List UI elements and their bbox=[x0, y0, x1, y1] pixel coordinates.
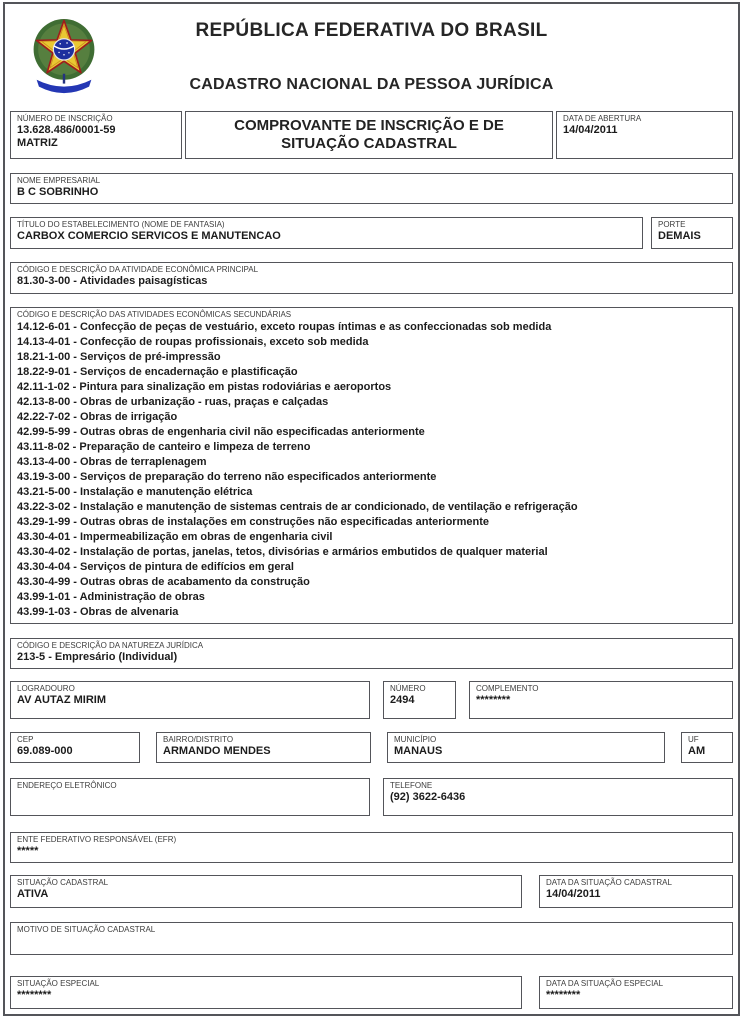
field-label: TELEFONE bbox=[390, 781, 433, 790]
brazil-coat-of-arms-icon bbox=[26, 14, 102, 100]
field-label: MOTIVO DE SITUAÇÃO CADASTRAL bbox=[17, 925, 156, 934]
field-label: SITUAÇÃO ESPECIAL bbox=[17, 979, 100, 988]
field-label: COMPLEMENTO bbox=[476, 684, 539, 693]
field-value bbox=[17, 935, 726, 948]
cnpj-title: CADASTRO NACIONAL DA PESSOA JURÍDICA bbox=[189, 76, 554, 93]
secondary-activity-line: 43.30-4-04 - Serviços de pintura de edifícios em geral bbox=[17, 561, 294, 573]
field-situacao-cadastral bbox=[10, 875, 522, 908]
field-value: ******** bbox=[17, 989, 52, 1001]
field-label: CÓDIGO E DESCRIÇÃO DA ATIVIDADE ECONÔMICA PRINCIPAL bbox=[17, 265, 259, 274]
field-numero bbox=[383, 681, 456, 719]
field-label: DATA DA SITUAÇÃO ESPECIAL bbox=[546, 979, 664, 988]
secondary-activity-line: 43.21-5-00 - Instalação e manutenção elétrica bbox=[17, 486, 253, 498]
field-value: ******** bbox=[476, 694, 511, 706]
row-atividades-secundarias bbox=[10, 307, 733, 624]
header-titles bbox=[10, 4, 733, 94]
secondary-activity-line: 14.13-4-01 - Confecção de roupas profissionais, exceto sob medida bbox=[17, 336, 369, 348]
secondary-activity-line: 43.22-3-02 - Instalação e manutenção de sistemas centrais de ar condicionado, de ventilação e refrigeração bbox=[17, 501, 578, 513]
field-label: CEP bbox=[17, 735, 34, 744]
field-label: SITUAÇÃO CADASTRAL bbox=[17, 878, 109, 887]
secondary-activity-line: 43.30-4-02 - Instalação de portas, janelas, tetos, divisórias e armários embutidos de qualquer material bbox=[17, 546, 548, 558]
secondary-activity-line: 42.13-8-00 - Obras de urbanização - ruas, praças e calçadas bbox=[17, 396, 329, 408]
row-endereco-1 bbox=[10, 681, 733, 719]
field-value bbox=[17, 791, 363, 804]
field-data-situacao-cadastral bbox=[539, 875, 733, 908]
field-nome-empresarial bbox=[10, 173, 733, 204]
secondary-activity-line: 43.99-1-01 - Administração de obras bbox=[17, 591, 205, 603]
field-cep bbox=[10, 732, 140, 763]
field-label: LOGRADOURO bbox=[17, 684, 75, 693]
field-label: UF bbox=[688, 735, 699, 744]
secondary-activity-line: 43.30-4-99 - Outras obras de acabamento da construção bbox=[17, 576, 310, 588]
field-value: AV AUTAZ MIRIM bbox=[17, 694, 107, 706]
field-value: AM bbox=[688, 745, 706, 757]
row-natureza-juridica bbox=[10, 638, 733, 669]
field-telefone bbox=[383, 778, 733, 816]
secondary-activity-line: 43.29-1-99 - Outras obras de instalações em construções não especificadas anteriormente bbox=[17, 516, 489, 528]
secondary-activity-line: 43.11-8-02 - Preparação de canteiro e limpeza de terreno bbox=[17, 441, 311, 453]
secondary-activity-line: 18.22-9-01 - Serviços de encadernação e plastificação bbox=[17, 366, 298, 378]
field-value: (92) 3622-6436 bbox=[390, 791, 466, 803]
field-label: NOME EMPRESARIAL bbox=[17, 176, 101, 185]
row-contato bbox=[10, 778, 733, 816]
matriz-flag: MATRIZ bbox=[17, 137, 58, 149]
field-value: 14/04/2011 bbox=[546, 888, 601, 900]
field-value: ***** bbox=[17, 845, 39, 857]
field-value: CARBOX COMERCIO SERVICOS E MANUTENCAO bbox=[17, 230, 281, 242]
row-situacao-especial bbox=[10, 976, 733, 1009]
field-label: ENDEREÇO ELETRÔNICO bbox=[17, 781, 117, 790]
row-motivo-situacao bbox=[10, 922, 733, 955]
field-label: DATA DE ABERTURA bbox=[563, 114, 642, 123]
secondary-activity-line: 42.22-7-02 - Obras de irrigação bbox=[17, 411, 178, 423]
field-value: 213-5 - Empresário (Individual) bbox=[17, 651, 178, 663]
field-data-situacao-especial bbox=[539, 976, 733, 1009]
row-atividade-principal bbox=[10, 262, 733, 294]
field-value: 81.30-3-00 - Atividades paisagísticas bbox=[17, 275, 208, 287]
cnpj-certificate-page bbox=[3, 2, 740, 1016]
field-label: NÚMERO DE INSCRIÇÃO bbox=[17, 114, 113, 123]
field-label: CÓDIGO E DESCRIÇÃO DAS ATIVIDADES ECONÔMICAS SECUNDÁRIAS bbox=[17, 310, 292, 319]
field-bairro-distrito bbox=[156, 732, 371, 763]
field-label: BAIRRO/DISTRITO bbox=[163, 735, 234, 744]
field-titulo-estabelecimento bbox=[10, 217, 643, 249]
row-situacao-cadastral bbox=[10, 875, 733, 908]
field-label: TÍTULO DO ESTABELECIMENTO (NOME DE FANTASIA) bbox=[17, 220, 225, 229]
field-label: PORTE bbox=[658, 220, 686, 229]
field-atividade-principal bbox=[10, 262, 733, 294]
row-efr bbox=[10, 832, 733, 863]
field-data-abertura bbox=[556, 111, 733, 159]
field-value: ******** bbox=[546, 989, 581, 1001]
secondary-activity-line: 42.99-5-99 - Outras obras de engenharia civil não especificadas anteriormente bbox=[17, 426, 425, 438]
secondary-activity-line: 42.11-1-02 - Pintura para sinalização em pistas rodoviárias e aeroportos bbox=[17, 381, 392, 393]
secondary-activity-line: 18.21-1-00 - Serviços de pré-impressão bbox=[17, 351, 221, 363]
field-label: ENTE FEDERATIVO RESPONSÁVEL (EFR) bbox=[17, 835, 177, 844]
field-natureza-juridica bbox=[10, 638, 733, 669]
field-value: MANAUS bbox=[394, 745, 443, 757]
field-label: DATA DA SITUAÇÃO CADASTRAL bbox=[546, 878, 672, 887]
field-uf bbox=[681, 732, 733, 763]
field-value: 69.089-000 bbox=[17, 745, 73, 757]
field-numero-inscricao bbox=[10, 111, 182, 159]
field-municipio bbox=[387, 732, 665, 763]
field-label: NÚMERO bbox=[390, 684, 426, 693]
field-value: B C SOBRINHO bbox=[17, 186, 99, 198]
row-nome-empresarial bbox=[10, 173, 733, 204]
field-efr bbox=[10, 832, 733, 863]
secondary-activity-line: 43.13-4-00 - Obras de terraplenagem bbox=[17, 456, 207, 468]
republic-title: REPÚBLICA FEDERATIVA DO BRASIL bbox=[195, 20, 548, 41]
field-value: ARMANDO MENDES bbox=[163, 745, 271, 757]
field-value: DEMAIS bbox=[658, 230, 701, 242]
field-value: 13.628.486/0001-59 bbox=[17, 124, 116, 136]
document-header bbox=[10, 4, 733, 108]
field-situacao-especial bbox=[10, 976, 522, 1009]
secondary-activity-line: 43.19-3-00 - Serviços de preparação do terreno não especificados anteriormente bbox=[17, 471, 437, 483]
field-value: 14/04/2011 bbox=[563, 124, 618, 136]
field-endereco-eletronico bbox=[10, 778, 370, 816]
field-complemento bbox=[469, 681, 733, 719]
comprovante-title: COMPROVANTE DE INSCRIÇÃO E DE SITUAÇÃO CADASTRAL bbox=[185, 111, 553, 159]
secondary-activity-line: 43.99-1-03 - Obras de alvenaria bbox=[17, 606, 179, 618]
field-motivo-situacao-cadastral bbox=[10, 922, 733, 955]
field-porte bbox=[651, 217, 733, 249]
field-logradouro bbox=[10, 681, 370, 719]
row-inscricao bbox=[10, 111, 733, 159]
field-label: CÓDIGO E DESCRIÇÃO DA NATUREZA JURÍDICA bbox=[17, 641, 204, 650]
field-label: MUNICÍPIO bbox=[394, 735, 437, 744]
secondary-activities-list bbox=[17, 320, 726, 620]
row-titulo-porte bbox=[10, 217, 733, 249]
row-endereco-2 bbox=[10, 732, 733, 763]
secondary-activity-line: 14.12-6-01 - Confecção de peças de vestuário, exceto roupas íntimas e as confeccionadas sob medida bbox=[17, 321, 552, 333]
secondary-activity-line: 43.30-4-01 - Impermeabilização em obras de engenharia civil bbox=[17, 531, 333, 543]
field-atividades-secundarias bbox=[10, 307, 733, 624]
field-value: 2494 bbox=[390, 694, 415, 706]
field-value: ATIVA bbox=[17, 888, 49, 900]
